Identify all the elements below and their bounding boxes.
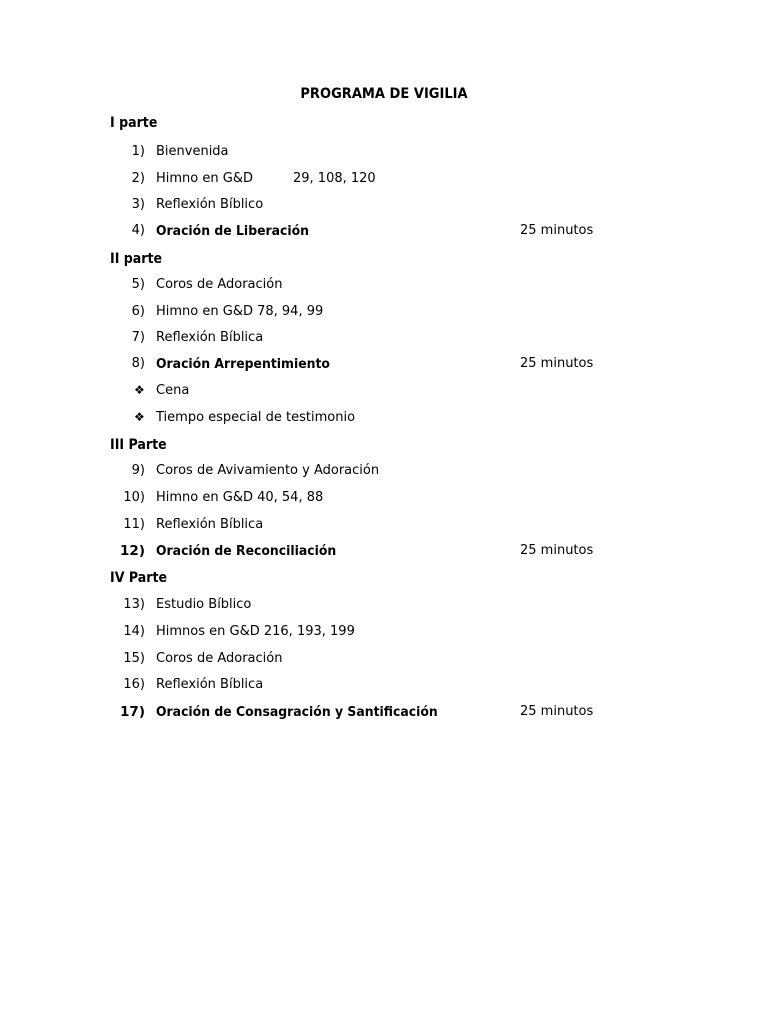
list-item [0,543,768,563]
item-number: 14) [123,624,145,639]
list-item [0,597,768,617]
list-item [0,330,768,350]
duration: 25 minutos [520,356,594,371]
diamond-bullet-icon: ❖ [134,383,145,397]
duration: 25 minutos [520,704,594,719]
list-item [0,517,768,537]
item-number: 16) [123,677,145,692]
item-text: Estudio Bíblico [156,597,252,612]
item-text: Oración de Consagración y Santificación [156,704,438,720]
list-item [0,144,768,164]
item-text: Himnos en G&D 216, 193, 199 [156,624,355,639]
list-item [0,677,768,697]
hymn-numbers: 29, 108, 120 [293,171,376,186]
list-item [0,304,768,324]
item-text: Himno en G&D 40, 54, 88 [156,490,324,505]
item-text: Oración de Reconciliación [156,543,337,559]
item-text: Coros de Adoración [156,277,283,292]
item-number: 8) [131,356,145,371]
item-text: Himno en G&D 78, 94, 99 [156,304,324,319]
item-text: Oración Arrepentimiento [156,356,330,372]
section-heading: I parte [110,115,158,131]
item-text: Bienvenida [156,144,229,159]
document-title: PROGRAMA DE VIGILIA [300,86,468,102]
list-item [0,356,768,376]
item-number: 12) [120,543,145,559]
item-number: 11) [123,517,145,532]
section-heading: II parte [110,251,163,267]
item-text: Cena [156,383,190,398]
item-text: Tiempo especial de testimonio [156,410,356,425]
item-text: Reflexión Bíblica [156,330,264,345]
list-item [0,624,768,644]
item-number: 7) [131,330,145,345]
item-text: Reflexión Bíblica [156,677,264,692]
duration: 25 minutos [520,543,594,558]
list-item [0,197,768,217]
item-number: 10) [123,490,145,505]
list-item [0,383,768,403]
list-item [0,277,768,297]
list-item [0,463,768,483]
diamond-bullet-icon: ❖ [134,410,145,424]
item-number: 15) [123,651,145,666]
duration: 25 minutos [520,223,594,238]
item-number: 17) [120,704,145,720]
item-text: Coros de Avivamiento y Adoración [156,463,380,478]
section-heading: IV Parte [110,570,168,586]
list-item [0,651,768,671]
section-heading: III Parte [110,437,167,453]
item-text: Reflexión Bíblica [156,517,264,532]
item-text: Reflexión Bíblico [156,197,264,212]
list-item [0,410,768,430]
item-text: Himno en G&D [156,171,253,186]
item-number: 6) [131,304,145,319]
list-item [0,171,768,191]
list-item [0,223,768,243]
item-number: 1) [131,144,145,159]
item-number: 3) [131,197,145,212]
list-item [0,704,768,724]
item-number: 9) [131,463,145,478]
list-item [0,490,768,510]
item-text: Coros de Adoración [156,651,283,666]
item-number: 13) [123,597,145,612]
item-number: 2) [131,171,145,186]
item-text: Oración de Liberación [156,223,310,239]
item-number: 5) [131,277,145,292]
item-number: 4) [131,223,145,238]
